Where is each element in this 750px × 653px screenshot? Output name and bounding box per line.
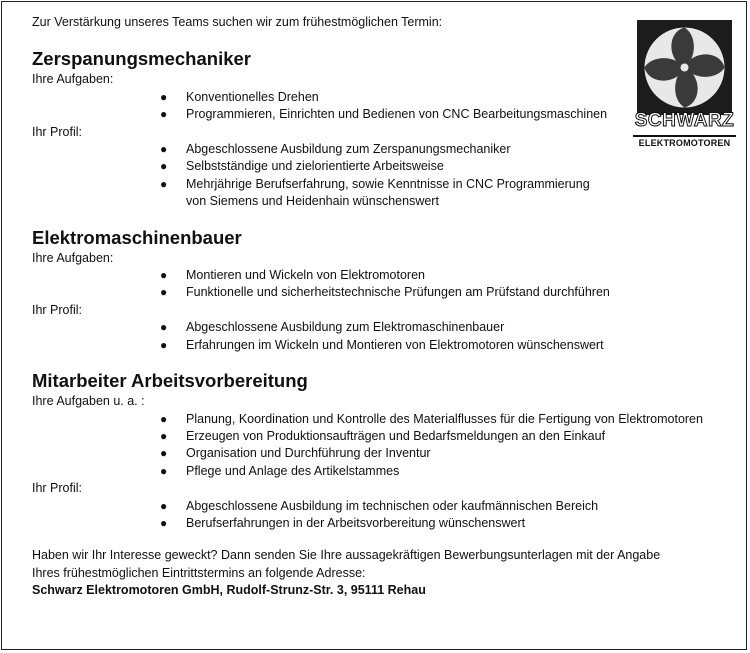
logo-brand-text: SCHWARZ	[634, 110, 735, 131]
bullet-icon: ●	[160, 320, 168, 335]
list-item: ● Berufserfahrungen in der Arbeitsvorbereitung wünschenswert	[32, 515, 732, 532]
footer-line: Ihres frühestmöglichen Eintrittstermins an folgende Adresse:	[32, 565, 366, 580]
profile-label: Ihr Profil:	[32, 481, 83, 496]
bullet-icon: ●	[160, 268, 168, 283]
bullet-icon: ●	[160, 498, 168, 513]
list-item: ● Erfahrungen im Wickeln und Montieren von Elektromotoren wünschenswert	[32, 337, 732, 354]
bullet-icon: ●	[160, 107, 168, 122]
job-title: Zerspanungsmechaniker	[32, 48, 251, 70]
profile-list	[32, 319, 732, 354]
bullet-icon: ●	[160, 176, 168, 191]
tasks-list	[32, 411, 732, 481]
list-item: ● Abgeschlossene Ausbildung im technischen oder kaufmännischen Bereich	[32, 498, 732, 515]
intro-text: Zur Verstärkung unseres Teams suchen wir zum frühestmöglichen Termin:	[32, 15, 443, 29]
list-item: ● Montieren und Wickeln von Elektromotoren	[32, 267, 732, 284]
application-footer	[32, 547, 732, 599]
list-item: ● Programmieren, Einrichten und Bedienen von CNC Bearbeitungsmaschinen	[32, 106, 732, 123]
profile-list	[32, 498, 732, 533]
profile-label: Ihr Profil:	[32, 124, 83, 139]
list-item: ● Funktionelle und sicherheitstechnische Prüfungen am Prüfstand durchführen	[32, 284, 732, 301]
bullet-icon: ●	[160, 428, 168, 443]
bullet-icon: ●	[160, 89, 168, 104]
bullet-icon: ●	[160, 159, 168, 174]
profile-label: Ihr Profil:	[32, 302, 83, 317]
list-item: ● Planung, Koordination und Kontrolle des Materialflusses für die Fertigung von Elektromotoren	[32, 411, 732, 428]
job-section-zerspanungsmechaniker	[32, 47, 732, 210]
job-section-arbeitsvorbereitung	[32, 369, 732, 532]
bullet-icon: ●	[160, 285, 168, 300]
list-item-continuation: von Siemens und Heidenhain wünschenswert	[186, 194, 439, 209]
tasks-label: Ihre Aufgaben:	[32, 250, 114, 265]
tasks-label: Ihre Aufgaben:	[32, 72, 114, 87]
tasks-label: Ihre Aufgaben u. a. :	[32, 394, 145, 409]
logo-subtitle-text: ELEKTROMOTOREN	[633, 135, 736, 148]
list-item: ● Pflege und Anlage des Artikelstammes	[32, 463, 732, 480]
list-item: ● Selbstständige und zielorientierte Arbeitsweise	[32, 158, 732, 175]
job-title: Mitarbeiter Arbeitsvorbereitung	[32, 370, 308, 392]
list-item: ● Abgeschlossene Ausbildung zum Zerspanungsmechaniker	[32, 141, 732, 158]
list-item: ● Konventionelles Drehen	[32, 89, 732, 106]
bullet-icon: ●	[160, 446, 168, 461]
bullet-icon: ●	[160, 142, 168, 157]
company-address: Schwarz Elektromotoren GmbH, Rudolf-Strunz-Str. 3, 95111 Rehau	[32, 583, 426, 598]
footer-line: Haben wir Ihr Interesse geweckt? Dann senden Sie Ihre aussagekräftigen Bewerbungsunterlagen mit der Angabe	[32, 548, 661, 563]
tasks-list	[32, 267, 732, 302]
bullet-icon: ●	[160, 463, 168, 478]
bullet-icon: ●	[160, 515, 168, 530]
list-item: ● Erzeugen von Produktionsaufträgen und Bedarfsmeldungen an den Einkauf	[32, 428, 732, 445]
list-item: ● Abgeschlossene Ausbildung zum Elektromaschinenbauer	[32, 319, 732, 336]
profile-list	[32, 141, 732, 211]
job-title: Elektromaschinenbauer	[32, 226, 242, 248]
job-section-elektromaschinenbauer	[32, 226, 732, 354]
bullet-icon: ●	[160, 411, 168, 426]
list-item: ● Mehrjährige Berufserfahrung, sowie Kenntnisse in CNC Programmierung	[32, 176, 732, 193]
job-ad-content	[32, 14, 732, 600]
bullet-icon: ●	[160, 337, 168, 352]
list-item: ● Organisation und Durchführung der Inventur	[32, 445, 732, 462]
tasks-list	[32, 89, 732, 124]
